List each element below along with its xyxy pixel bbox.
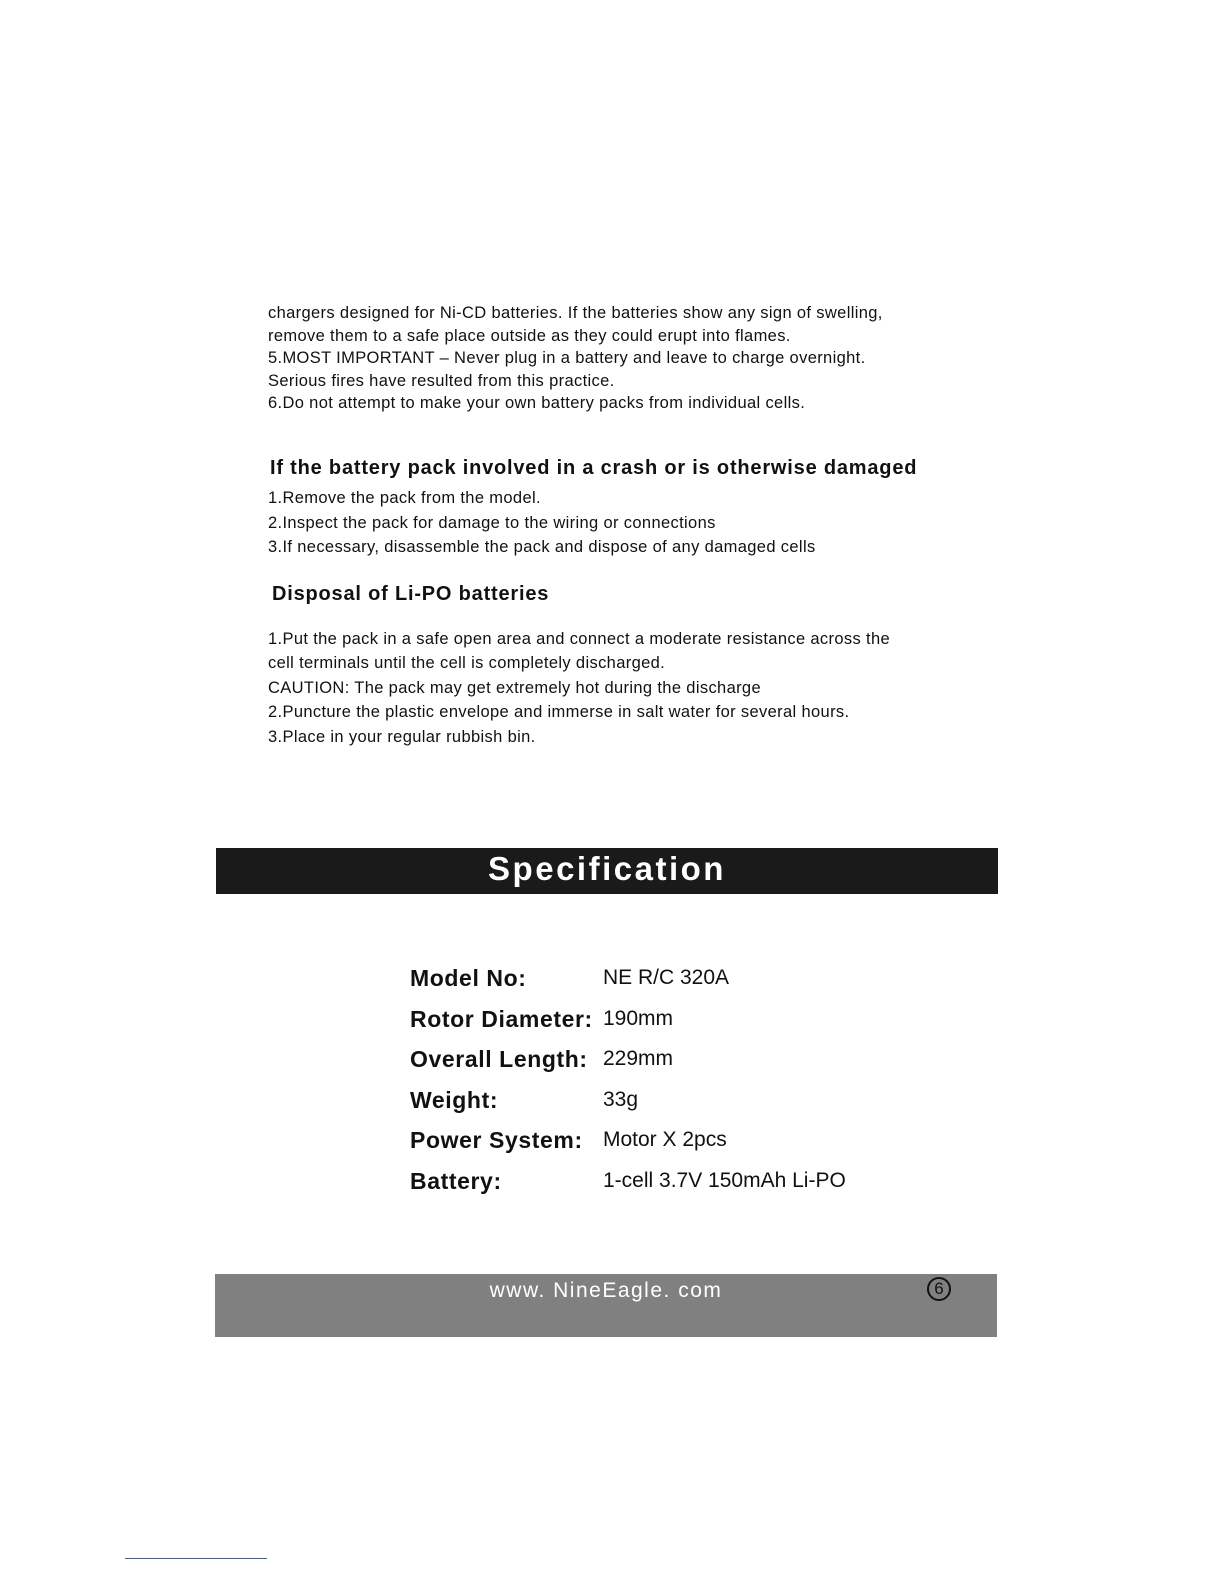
crash-steps (268, 486, 948, 560)
spec-value: Motor X 2pcs (603, 1128, 727, 1151)
spec-label: Power System: (410, 1127, 583, 1153)
spec-label: Overall Length: (410, 1046, 588, 1072)
spec-value: 190mm (603, 1006, 674, 1030)
intro-line: remove them to a safe place outside as they could erupt into flames. (268, 326, 791, 345)
crash-step: 1.Remove the pack from the model. (268, 489, 541, 507)
website-url: www. NineEagle. com (489, 1279, 723, 1302)
spec-label: Weight: (410, 1086, 499, 1113)
spec-value: 1-cell 3.7V 150mAh Li-PO (603, 1168, 846, 1192)
disposal-step: 3.Place in your regular rubbish bin. (268, 727, 536, 746)
spec-label: Battery: (410, 1167, 502, 1194)
spec-row (410, 1161, 910, 1202)
intro-line: chargers designed for Ni-CD batteries. If the batteries show any sign of swelling, (268, 304, 883, 322)
footer-bar (215, 1274, 997, 1337)
intro-text (268, 302, 948, 415)
spec-row (410, 999, 910, 1040)
disposal-step: cell terminals until the cell is completely discharged. (268, 654, 666, 673)
crash-section-title: If the battery pack involved in a crash or is otherwise damaged (270, 457, 918, 479)
intro-line: 5.MOST IMPORTANT – Never plug in a battery and leave to charge overnight. (268, 349, 866, 367)
spec-label: Model No: (410, 965, 527, 991)
crash-step: 2.Inspect the pack for damage to the wiring or connections (268, 513, 716, 532)
disposal-step: 1.Put the pack in a safe open area and connect a moderate resistance across the (268, 630, 891, 648)
disposal-step: CAUTION: The pack may get extremely hot during the discharge (268, 678, 761, 697)
crash-step: 3.If necessary, disassemble the pack and dispose of any damaged cells (268, 538, 816, 556)
intro-line: 6.Do not attempt to make your own battery packs from individual cells. (268, 394, 806, 412)
specification-table (410, 958, 910, 1201)
disposal-section-title: Disposal of Li-PO batteries (272, 583, 550, 605)
specification-banner (216, 848, 998, 894)
disposal-step: 2.Puncture the plastic envelope and immerse in salt water for several hours. (268, 703, 850, 722)
spec-label: Rotor Diameter: (410, 1005, 593, 1032)
spec-value: NE R/C 320A (603, 966, 730, 989)
intro-line: Serious fires have resulted from this practice. (268, 371, 615, 390)
footnote-divider (125, 1558, 267, 1559)
spec-row (410, 1039, 910, 1080)
spec-row (410, 958, 910, 999)
spec-row (410, 1080, 910, 1121)
spec-value: 33g (603, 1087, 639, 1111)
disposal-steps (268, 627, 948, 749)
specification-title: Specification (488, 850, 726, 887)
spec-row (410, 1120, 910, 1161)
spec-value: 229mm (603, 1047, 674, 1070)
page-number-badge: 6 (927, 1277, 951, 1301)
